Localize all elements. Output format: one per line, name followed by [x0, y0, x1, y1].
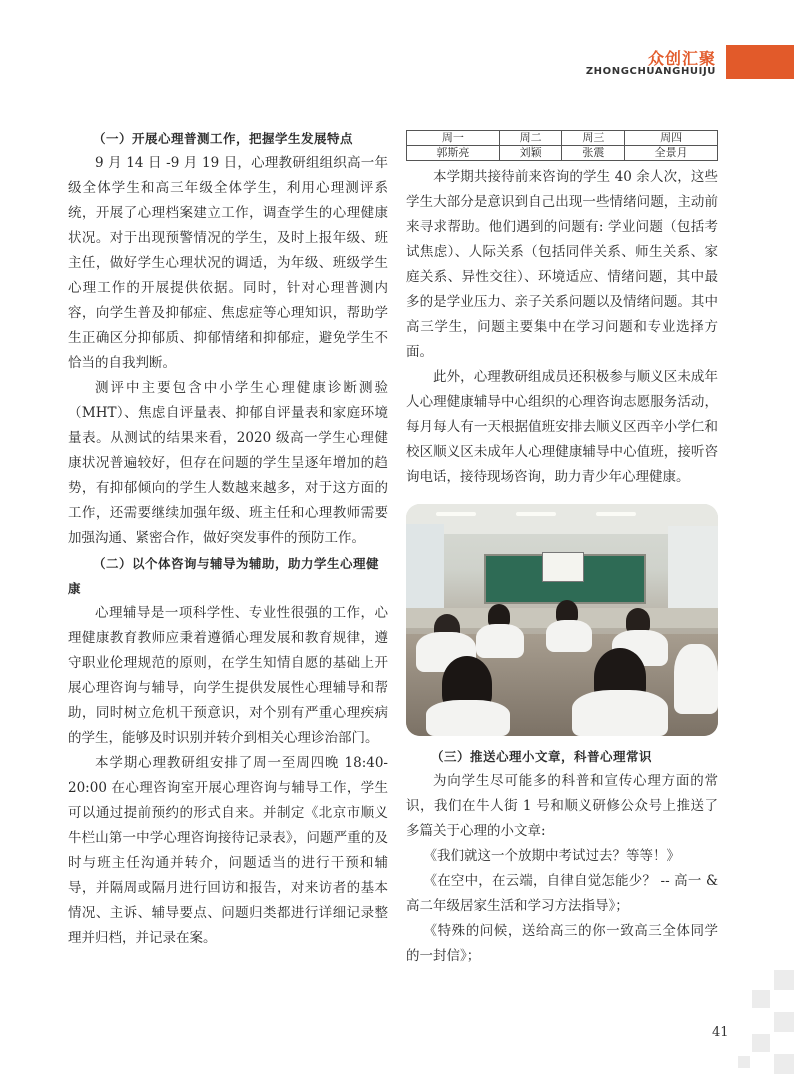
brand-title-cn: 众创汇聚 — [647, 49, 716, 68]
decor-square — [752, 1034, 770, 1052]
schedule-days-row — [407, 131, 718, 146]
schedule-day: 周三 — [562, 131, 625, 146]
decor-square — [774, 1054, 794, 1074]
schedule-teacher: 张震 — [562, 146, 625, 161]
photo-student-shirt-side — [674, 644, 718, 714]
article-item: 《在空中，在云端，自律自觉怎能少？ -- 高一 & 高二年级居家生活和学习方法指导》； — [406, 873, 718, 914]
photo-student-shirt — [546, 620, 592, 652]
decor-square — [752, 990, 770, 1008]
schedule-teacher: 全景月 — [625, 146, 718, 161]
photo-ceiling-light — [596, 512, 636, 516]
left-column — [68, 126, 388, 951]
decor-square — [774, 1012, 794, 1032]
right-paragraph-2: 此外，心理教研组成员还积极参与顺义区未成年人心理健康辅导中心组织的心理咨询志愿服务活动，每月每人有一天根据值班安排去顺义区西辛小学仁和校区顺义区未成年人心理健康辅导中心值班，接听咨询电话，接待现场咨询，助力青少年心理健康。 — [406, 369, 718, 485]
right-paragraph-1: 本学期共接待前来咨询的学生 40 余人次，这些学生大部分是意识到自己出现一些情绪问题，主动前来寻求帮助。他们遇到的问题有: 学业问题（包括考试焦虑）、人际关系（包括同伴关系、师生关系、家庭关系、异性交往）、环境适应、情绪问题，其中最多的是学业压力、亲子关系问题以及情绪问题。其中高三学生，问题主要集中在学习问题和专业选择方面。 — [406, 169, 718, 360]
schedule-day: 周四 — [625, 131, 718, 146]
photo-student-shirt — [476, 624, 524, 658]
photo-window-left — [406, 524, 444, 614]
article-list — [406, 844, 718, 969]
schedule-teacher: 刘颖 — [499, 146, 562, 161]
header-accent-bar — [726, 45, 794, 79]
section3-paragraph-1: 为向学生尽可能多的科普和宣传心理方面的常识，我们在牛人街 1 号和顺义研修公众号上推送了多篇关于心理的小文章: — [406, 773, 718, 839]
photo-ceiling-light — [516, 512, 556, 516]
decor-square — [774, 970, 794, 990]
schedule-table — [406, 130, 718, 161]
section2-paragraph-2: 本学期心理教研组安排了周一至周四晚 18:40-20:00 在心理咨询室开展心理咨询与辅导工作，学生可以通过提前预约的形式自来。并制定《北京市顺义牛栏山第一中学心理咨询接待记录表》，问题严重的及时与班主任沟通并转介，问题适当的进行干预和辅导，并隔周或隔月进行回访和报告，对来访者的基本情况、主诉、辅导要点、问题归类都进行详细记录整理并归档，并记录在案。 — [68, 755, 388, 946]
article-item: 《特殊的问候，送给高三的你一致高三全体同学的一封信》； — [406, 923, 718, 964]
section3-title: （三）推送心理小文章，科普心理常识 — [431, 749, 653, 764]
section2-title: （二）以个体咨询与辅导为辅助，助力学生心理健康 — [68, 556, 380, 596]
classroom-photo — [406, 504, 718, 736]
page-number: 41 — [712, 1025, 729, 1040]
schedule-teacher: 郭斯亮 — [407, 146, 500, 161]
brand-title-en: ZHONGCHUANGHUIJU — [585, 66, 716, 77]
decor-square — [738, 1056, 750, 1068]
section1-paragraph-1: 9 月 14 日 -9 月 19 日，心理教研组组织高一年级全体学生和高三年级全体学生，利用心理测评系统，开展了心理档案建立工作，调查学生的心理健康状况。对于出现预警情况的学生，及时上报年级、班主任，做好学生心理状况的调适，为年级、班级学生心理工作的开展提供依据。同时，针对心理普测内容，向学生普及抑郁症、焦虑症等心理知识，帮助学生正确区分抑郁质、抑郁情绪和抑郁症，避免学生不恰当的自我判断。 — [68, 155, 388, 371]
right-column — [406, 130, 718, 969]
article-item: 《我们就这一个放期中考试过去？等等！》 — [423, 848, 681, 864]
section2-paragraph-1: 心理辅导是一项科学性、专业性很强的工作，心理健康教育教师应秉着遵循心理发展和教育规律，遵守职业伦理规范的原则，在学生知情自愿的基础上开展心理咨询与辅导，向学生提供发展性心理辅导和帮助，同时树立危机干预意识，对个别有严重心理疾病的学生，能够及时识别并转介到相关心理诊治部门。 — [68, 605, 388, 746]
photo-projection-screen — [542, 552, 584, 582]
schedule-teachers-row — [407, 146, 718, 161]
photo-ceiling-light — [436, 512, 476, 516]
photo-student-shirt-front — [572, 690, 668, 736]
schedule-day: 周一 — [407, 131, 500, 146]
schedule-day: 周二 — [499, 131, 562, 146]
photo-student-shirt-front — [426, 700, 510, 736]
section1-title: （一）开展心理普测工作，把握学生发展特点 — [93, 131, 354, 146]
section1-paragraph-2: 测评中主要包含中小学生心理健康诊断测验（MHT）、焦虑自评量表、抑郁自评量表和家庭环境量表。从测试的结果来看，2020 级高一学生心理健康状况普遍较好，但存在问题的学生呈逐年增加的趋势，有抑郁倾向的学生人数越来越多，对于这方面的工作，还需要继续加强年级、班主任和心理教师需要加强沟通、紧密合作，做好突发事件的预防工作。 — [68, 380, 388, 546]
